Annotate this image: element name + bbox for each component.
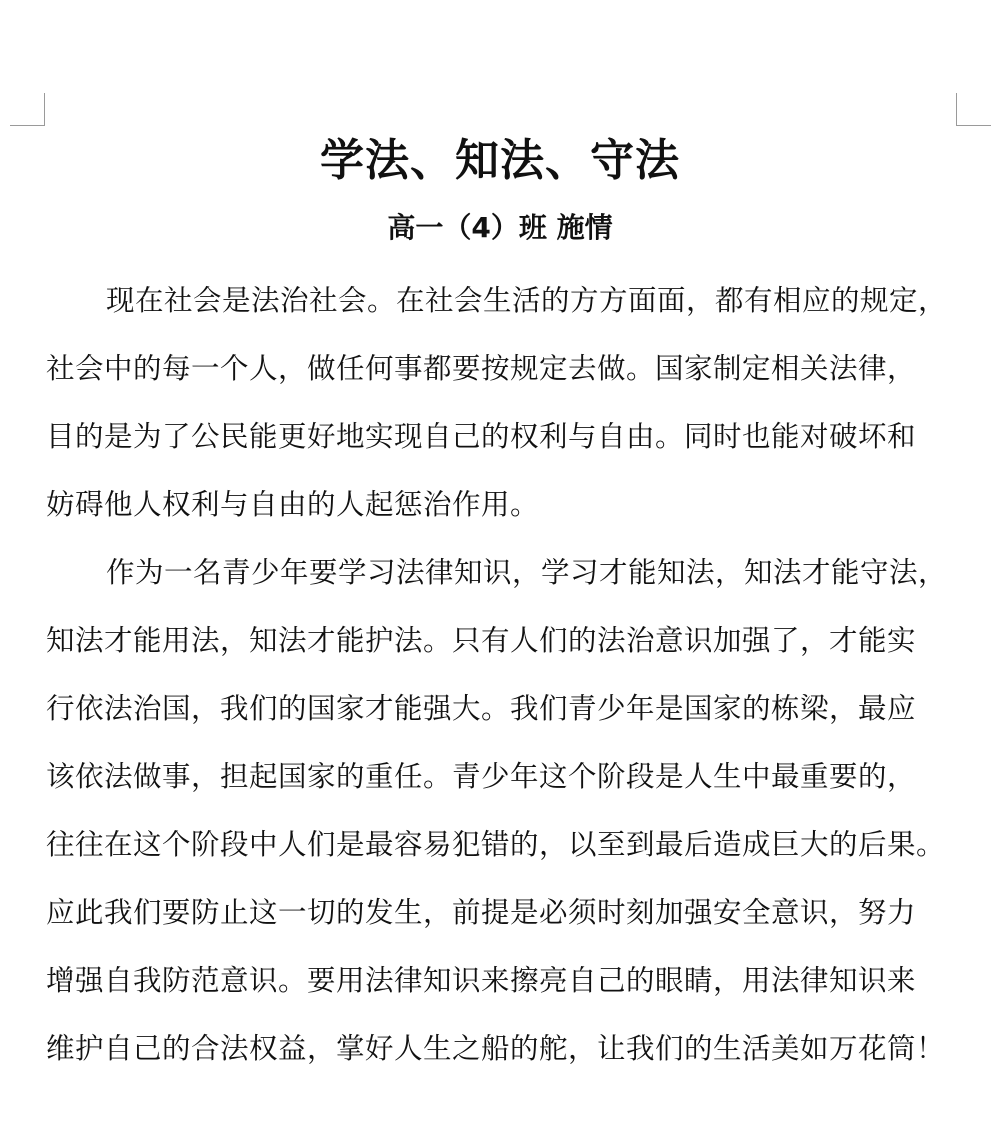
paragraph-line: 现在社会是法治社会。在社会生活的方方面面，都有相应的规定， xyxy=(106,284,948,317)
paragraph-line: 应此我们要防止这一切的发生，前提是必须时刻加强安全意识，努力 xyxy=(46,896,917,929)
paragraph-line: 作为一名青少年要学习法律知识，学习才能知法，知法才能守法， xyxy=(106,556,948,589)
paragraph-line: 该依法做事，担起国家的重任。青少年这个阶段是人生中最重要的， xyxy=(46,760,917,793)
paragraph-2 xyxy=(46,547,966,1091)
paragraph-line: 妨碍他人权利与自由的人起惩治作用。 xyxy=(46,488,540,521)
document-title: 学法、知法、守法 xyxy=(320,135,680,186)
paragraph-line: 知法才能用法，知法才能护法。只有人们的法治意识加强了，才能实 xyxy=(46,624,917,657)
paragraph-line: 行依法治国，我们的国家才能强大。我们青少年是国家的栋梁，最应 xyxy=(46,692,917,725)
paragraph-1 xyxy=(46,275,966,547)
paragraph-line: 社会中的每一个人，做任何事都要按规定去做。国家制定相关法律， xyxy=(46,352,917,385)
paragraph-line: 往往在这个阶段中人们是最容易犯错的，以至到最后造成巨大的后果。 xyxy=(46,828,946,861)
paragraph-line: 维护自己的合法权益，掌好人生之船的舵，让我们的生活美如万花筒！ xyxy=(46,1032,946,1065)
margin-corner-mark-top-left xyxy=(10,93,45,126)
margin-corner-mark-top-right xyxy=(956,93,991,126)
document-body xyxy=(46,275,966,1091)
paragraph-line: 目的是为了公民能更好地实现自己的权利与自由。同时也能对破坏和 xyxy=(46,420,917,453)
author-line: 高一（4）班 施情 xyxy=(387,211,613,244)
paragraph-line: 增强自我防范意识。要用法律知识来擦亮自己的眼睛，用法律知识来 xyxy=(46,964,917,997)
